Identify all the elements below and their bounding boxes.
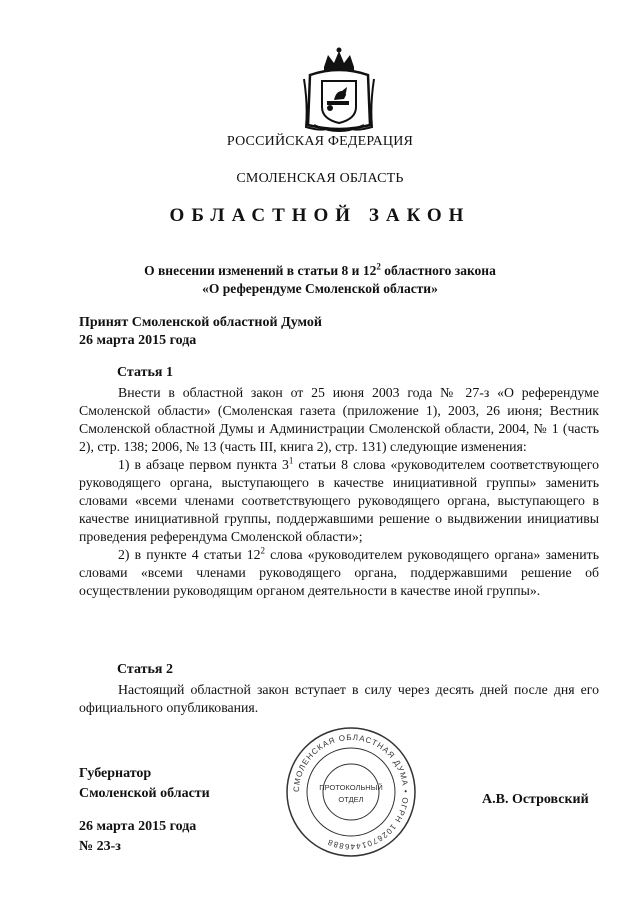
signatory-title xyxy=(79,764,210,804)
stamp-center-line-1: ПРОТОКОЛЬНЫЙ xyxy=(319,783,383,792)
document-date: 26 марта 2015 года xyxy=(79,819,197,834)
law-subject xyxy=(0,262,640,298)
document-number: № 23-з xyxy=(79,839,121,854)
article-2-body: Настоящий областной закон вступает в силу через десять дней после дня его официального опубликования. xyxy=(79,682,599,715)
document-type-title: ОБЛАСТНОЙ ЗАКОН xyxy=(169,205,471,226)
article-1-intro: Внести в областной закон от 25 июня 2003 года № 27-з «О референдуме Смоленской области» (Смоленская газета (приложение 1), 2003, 26 июня; Вестник Смоленской областной Думы и Администрации Смоленской области, 2004, № 1 (часть 2), стр. 138; 2006, № 13 (часть III, книга 2), стр. 131) следующие изменения: xyxy=(79,385,599,454)
coat-of-arms-icon xyxy=(300,45,378,133)
signatory-title-line-1: Губернатор xyxy=(79,766,152,781)
subject-line-2: «О референдуме Смоленской области» xyxy=(202,281,438,296)
stamp-center-line-2: ОТДЕЛ xyxy=(338,795,364,804)
document-date-number xyxy=(79,817,196,857)
adoption-info xyxy=(79,314,322,350)
adoption-line-1: Принят Смоленской областной Думой xyxy=(79,315,322,330)
article-1-item-1: 1) в абзаце первом пункта $3^1$ статьи 8 слова «руководителем соответствующего руководящего органа, выступающего в качестве инициативной группы» заменить словами «всеми членами соответствующего руководящего органа, выступающего в качестве инициативной группы, поддержавшими решение о выдвижении инициативы проведения референдума Смоленской области»; xyxy=(79,455,599,544)
adoption-line-2: 26 марта 2015 года xyxy=(79,333,197,348)
article-1-heading: Статья 1 xyxy=(117,365,173,380)
region-heading: СМОЛЕНСКАЯ ОБЛАСТЬ xyxy=(236,171,404,186)
signatory-title-line-2: Смоленской области xyxy=(79,786,210,801)
article-1-item-2: 2) в пункте 4 статьи $12^2$ слова «руководителем руководящего органа» заменить словами «всеми членами руководящего органа, поддержавшими решение об осуществлении руководящим органом деятельности в качестве иной группы». xyxy=(79,545,599,598)
country-heading: РОССИЙСКАЯ ФЕДЕРАЦИЯ xyxy=(226,134,414,149)
official-stamp-icon xyxy=(283,724,419,860)
signatory-name: А.В. Островский xyxy=(482,792,589,807)
article-2-heading: Статья 2 xyxy=(117,662,173,677)
stamp-outer-text: СМОЛЕНСКАЯ ОБЛАСТНАЯ ДУМА • ОГРН 1026701446888 xyxy=(291,732,411,852)
subject-line-1: О внесении изменений в статьи 8 и $12^2$ областного закона xyxy=(144,261,496,278)
article-1-body xyxy=(79,384,599,600)
